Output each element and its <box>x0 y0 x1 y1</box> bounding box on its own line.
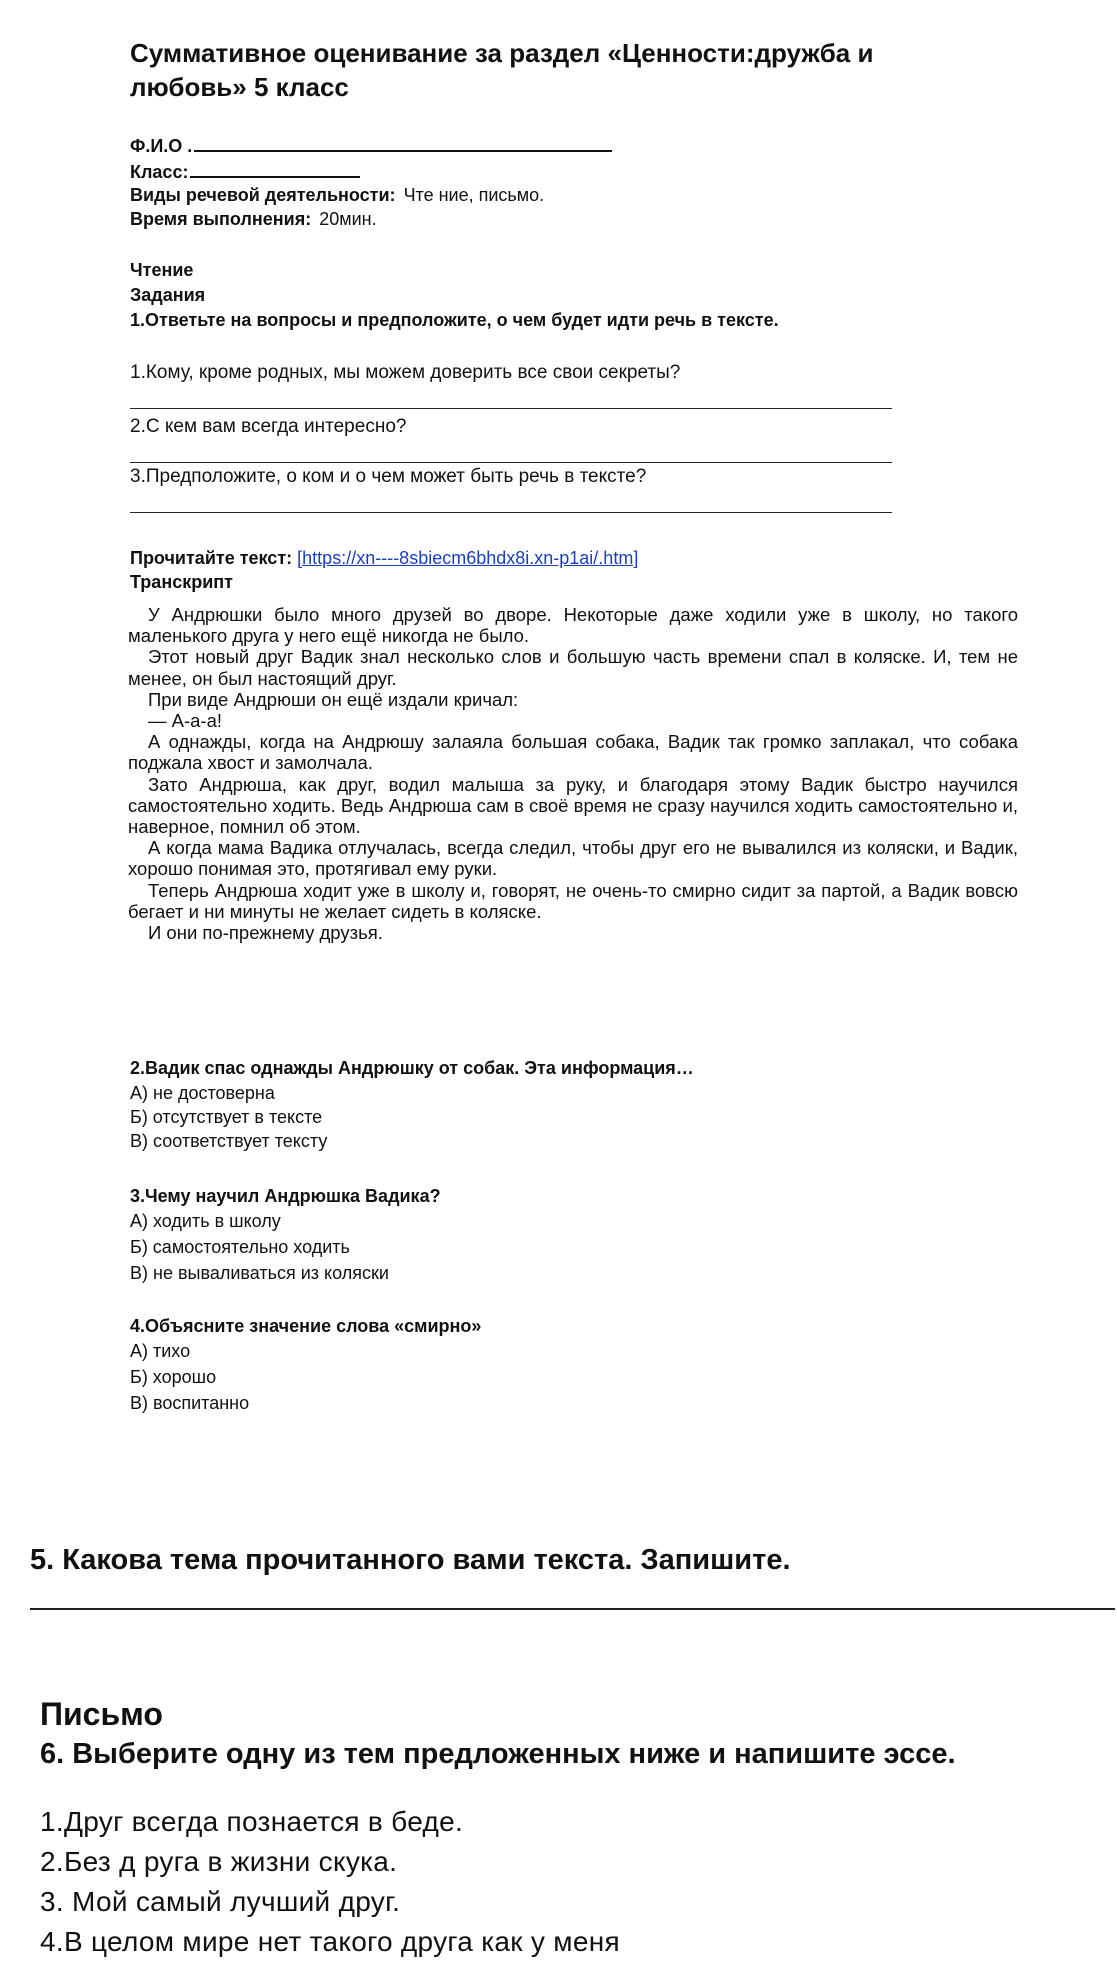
essay-topic: 3. Мой самый лучший друг. <box>40 1886 401 1917</box>
class-blank[interactable] <box>190 158 360 178</box>
paragraph: При виде Андрюши он ещё издали кричал: <box>148 688 519 710</box>
class-label: Класс: <box>130 162 189 182</box>
writing-section-label: Письмо <box>40 1696 163 1732</box>
mcq-option[interactable]: Б) отсутствует в тексте <box>130 1107 323 1127</box>
tasks-label: Задания <box>130 285 206 305</box>
question-1: 1.Кому, кроме родных, мы можем доверить все свои секреты? <box>130 362 681 383</box>
reading-section-label: Чтение <box>130 260 194 280</box>
mcq-option[interactable]: В) воспитанно <box>130 1393 250 1413</box>
mcq-option[interactable]: В) не вываливаться из коляски <box>130 1263 389 1283</box>
question-2: 2.С кем вам всегда интересно? <box>130 416 407 437</box>
answer-line-1[interactable] <box>130 408 892 409</box>
time-field <box>130 208 377 230</box>
page-title-line2: любовь» 5 класс <box>130 72 349 102</box>
essay-topic: 2.Без д руга в жизни скука. <box>40 1846 398 1877</box>
paragraph: У Андрюшки было много друзей во дворе. Некоторые даже ходили уже в школу, но такого маленького друга у него ещё никогда не было. <box>128 604 1018 647</box>
mcq-option[interactable]: А) не достоверна <box>130 1083 275 1103</box>
activity-field <box>130 184 544 206</box>
paragraph: Зато Андрюша, как друг, водил малыша за руку, и благодаря этому Вадик быстро научился самостоятельно ходить. Ведь Андрюша сам в своё время не сразу научился ходить самостоятельно и, наверное, помнил об этом. <box>128 773 1018 838</box>
paragraph: — А-а-а! <box>148 710 223 732</box>
question-3: 3.Предположите, о ком и о чем может быть речь в тексте? <box>130 466 647 487</box>
activity-value: Чте ние, письмо. <box>403 185 545 205</box>
answer-line-3[interactable] <box>130 512 892 513</box>
fio-field <box>130 132 612 157</box>
read-text-line <box>130 548 638 569</box>
mcq-question-4: 4.Объясните значение слова «смирно» <box>130 1316 482 1336</box>
mcq-option[interactable]: Б) самостоятельно ходить <box>130 1237 350 1257</box>
class-field <box>130 158 360 183</box>
read-label: Прочитайте текст: <box>130 548 293 568</box>
task6-heading: 6. Выберите одну из тем предложенных ниже и напишите эссе. <box>40 1738 956 1770</box>
paragraph: Этот новый друг Вадик знал несколько слов и большую часть времени спал в коляске. И, тем не менее, он был настоящий друг. <box>128 646 1018 689</box>
paragraph: Теперь Андрюша ходит уже в школу и, говорят, не очень-то смирно сидит за партой, а Вадик вовсю бегает и ни минуты не желает сидеть в коляске. <box>128 879 1018 922</box>
fio-label: Ф.И.О . <box>130 136 193 156</box>
mcq-question-3: 3.Чему научил Андрюшка Вадика? <box>130 1186 441 1206</box>
paragraph: А когда мама Вадика отлучалась, всегда следил, чтобы друг его не вывалился из коляски, и Вадик, хорошо понимая это, протягивал ему руки. <box>128 837 1018 880</box>
paragraph: А однажды, когда на Андрюшу залаяла большая собака, Вадик так громко заплакал, что собака поджала хвост и замолчала. <box>128 731 1018 774</box>
page-title <box>130 36 873 104</box>
mcq-option[interactable]: В) соответствует тексту <box>130 1131 328 1151</box>
task1-heading: 1.Ответьте на вопросы и предположите, о чем будет идти речь в тексте. <box>130 310 779 330</box>
text-link[interactable]: https://xn----8sbiecm6bhdx8i.xn-p1ai/.htm <box>302 548 634 568</box>
transcript-text <box>128 604 1018 943</box>
mcq-option[interactable]: Б) хорошо <box>130 1367 217 1387</box>
essay-topic: 4.В целом мире нет такого друга как у меня <box>40 1926 620 1957</box>
mcq-option[interactable]: А) тихо <box>130 1341 191 1361</box>
answer-line-5[interactable] <box>30 1608 1115 1610</box>
link-close-bracket: ] <box>633 548 639 568</box>
activity-label: Виды речевой деятельности: <box>130 185 396 205</box>
time-label: Время выполнения: <box>130 209 312 229</box>
task5-heading: 5. Какова тема прочитанного вами текста. Запишите. <box>30 1544 791 1576</box>
time-value: 20мин. <box>319 209 377 229</box>
transcript-label: Транскрипт <box>130 572 233 592</box>
paragraph: И они по-прежнему друзья. <box>148 922 383 944</box>
essay-topic: 1.Друг всегда познается в беде. <box>40 1806 464 1837</box>
link-open-bracket: [ <box>297 548 303 568</box>
mcq-option[interactable]: А) ходить в школу <box>130 1211 281 1231</box>
mcq-question-2: 2.Вадик спас однажды Андрюшку от собак. Эта информация… <box>130 1058 694 1078</box>
answer-line-2[interactable] <box>130 462 892 463</box>
page-title-line1: Суммативное оценивание за раздел «Ценности:дружба и <box>130 38 874 68</box>
fio-blank[interactable] <box>194 132 612 152</box>
